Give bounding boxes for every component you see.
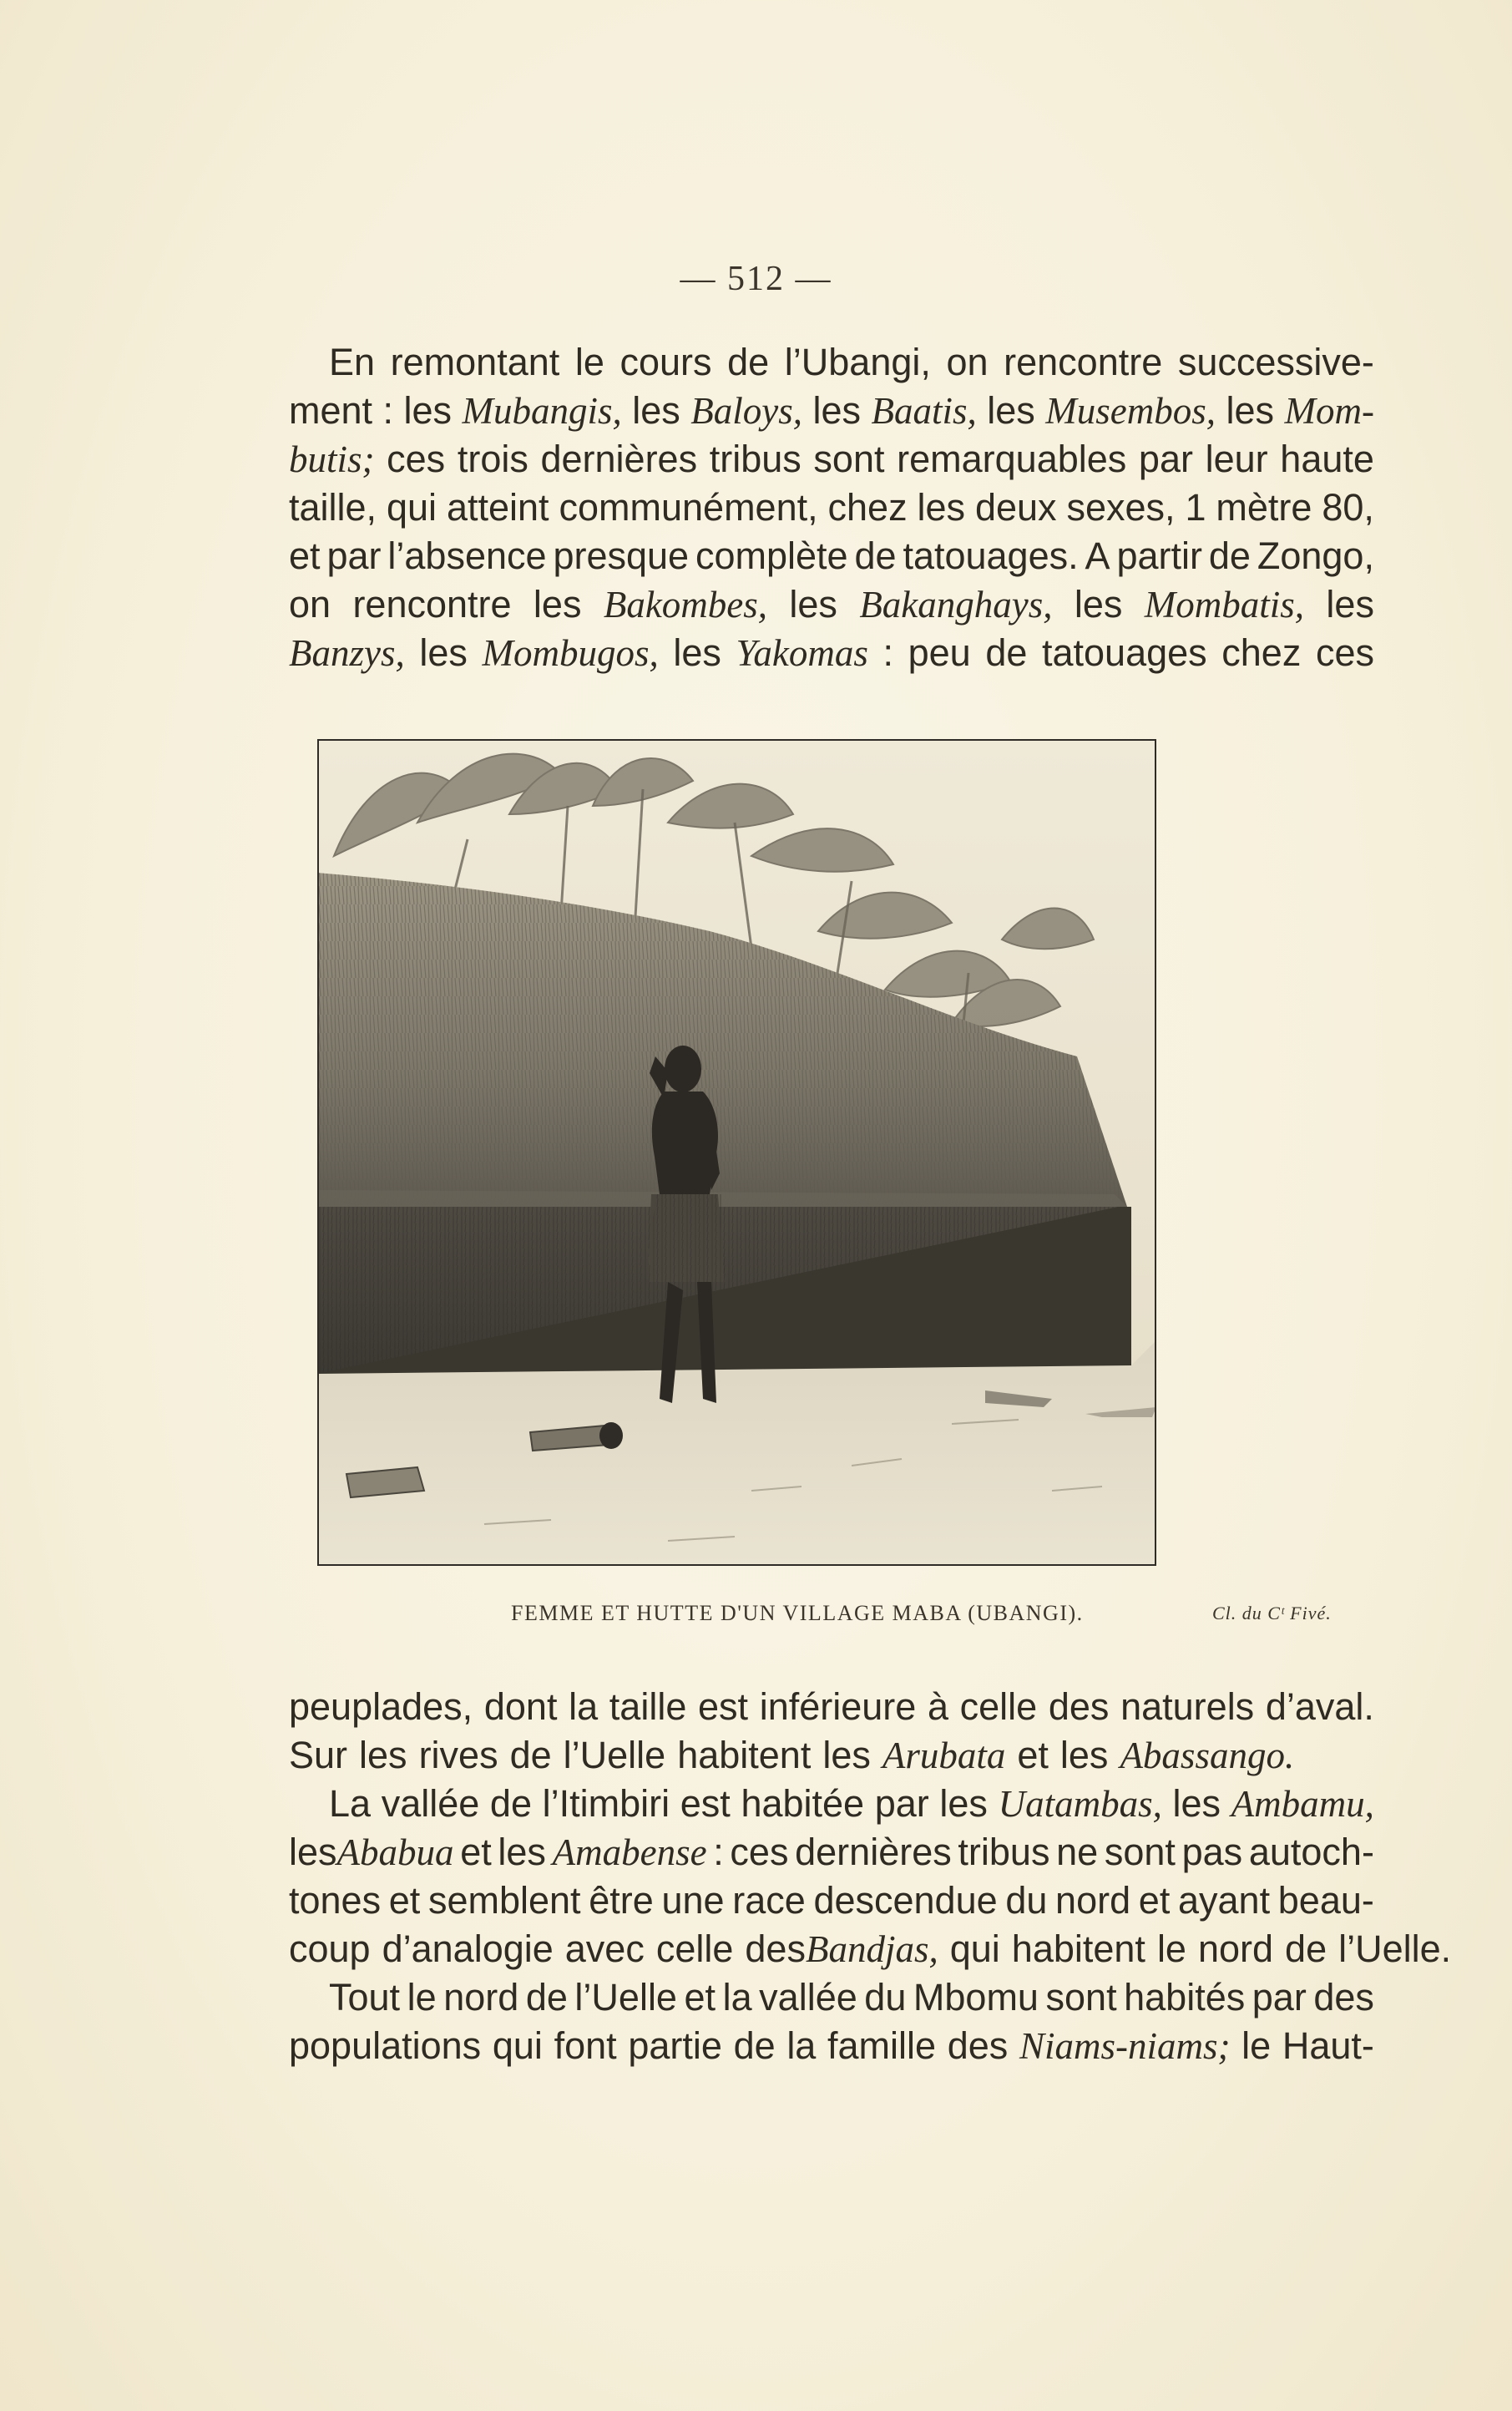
text-line: [289, 1780, 1374, 1828]
word: à: [927, 1685, 948, 1728]
word: Niams-niams;: [1019, 2025, 1231, 2067]
word: dont: [483, 1685, 558, 1728]
photo-credit: Cl. du Cᵗ Fivé.: [1212, 1603, 1332, 1623]
word: le: [574, 341, 604, 383]
word: les: [822, 1734, 871, 1776]
word: être: [589, 1879, 654, 1922]
text-line: [289, 387, 1374, 435]
word: taille,: [289, 486, 377, 529]
word: les: [1059, 1734, 1109, 1776]
word: dernières: [795, 1831, 952, 1873]
text-line: [289, 1683, 1374, 1731]
word: les: [1226, 389, 1275, 432]
word: et: [388, 1879, 421, 1922]
word: Baatis,: [871, 390, 977, 432]
word: ces: [730, 1831, 789, 1873]
word: Yakomas: [736, 632, 868, 674]
word: Zongo,: [1257, 534, 1374, 577]
word: Mbomu: [913, 1976, 1039, 2018]
word: les: [673, 631, 721, 674]
word: populations: [289, 2024, 482, 2067]
word: de: [525, 1976, 568, 2018]
word: rencontre: [1004, 341, 1163, 383]
word: ces: [1315, 631, 1374, 674]
word: les: [987, 389, 1035, 432]
text-line: [289, 629, 1374, 677]
word: vallée: [381, 1782, 480, 1825]
word: Amabense: [552, 1831, 707, 1873]
word: rives: [418, 1734, 498, 1776]
word: et: [289, 534, 321, 577]
word: descendue: [813, 1879, 998, 1922]
word: race: [732, 1879, 806, 1922]
word: Sur: [289, 1734, 348, 1776]
word: trois: [457, 438, 528, 480]
word: habitent: [677, 1734, 812, 1776]
word: l’Ubangi,: [784, 341, 931, 383]
word: de: [985, 631, 1028, 674]
page-number: — 512 —: [680, 260, 832, 298]
word: semblent: [427, 1879, 581, 1922]
word: celle: [959, 1685, 1038, 1728]
word: Mombatis,: [1144, 584, 1305, 626]
word: sont: [1045, 1976, 1117, 2018]
word: Haut-: [1282, 2024, 1374, 2067]
word: les: [789, 583, 837, 626]
text-line: [289, 484, 1374, 532]
word: vallée: [759, 1976, 857, 2018]
word: ne: [1056, 1831, 1099, 1873]
word: 1: [1185, 486, 1206, 529]
word: sexes,: [1066, 486, 1176, 529]
text-line: [289, 580, 1374, 629]
word: l’Uelle: [563, 1734, 666, 1776]
word: taille: [609, 1685, 687, 1728]
word: qui: [386, 486, 437, 529]
word: habitent: [1011, 1927, 1145, 1970]
word: on: [289, 583, 331, 626]
word: de: [1285, 1927, 1327, 1970]
word: l’absence: [387, 534, 547, 577]
word: deux: [974, 486, 1057, 529]
word: est: [680, 1782, 731, 1825]
word: et: [684, 1976, 716, 2018]
word: Bakombes,: [603, 584, 768, 626]
word: La: [329, 1782, 372, 1825]
word: par: [1252, 1976, 1307, 2018]
text-line: [289, 2022, 1374, 2070]
word: une: [661, 1879, 725, 1922]
word: tatouages: [1042, 631, 1207, 674]
word: tribus: [709, 438, 802, 480]
word: ment: [289, 389, 373, 432]
word: des: [1313, 1976, 1374, 2018]
word: Banzys,: [289, 632, 405, 674]
word: En: [329, 341, 376, 383]
word: dernières: [540, 438, 698, 480]
word: sont: [1104, 1831, 1176, 1873]
word: peuplades,: [289, 1685, 473, 1728]
word: ayant: [1178, 1879, 1271, 1922]
word: beau-: [1277, 1879, 1374, 1922]
word: Tout: [329, 1976, 401, 2018]
word: Uatambas,: [998, 1783, 1162, 1825]
word: Mubangis,: [462, 390, 622, 432]
word: coup: [289, 1927, 371, 1970]
photo-illustration: [317, 739, 1156, 1566]
word: des: [1048, 1685, 1110, 1728]
word: la: [569, 1685, 599, 1728]
word: leur: [1205, 438, 1268, 480]
word: des: [947, 2024, 1009, 2067]
word: le: [1156, 1927, 1186, 1970]
word: le: [407, 1976, 437, 2018]
word: ces: [387, 438, 446, 480]
word: habités: [1124, 1976, 1246, 2018]
word: font: [554, 2024, 617, 2067]
word: la: [722, 1976, 752, 2018]
word: tribus: [958, 1831, 1050, 1873]
word: Arubata: [882, 1735, 1006, 1776]
word: de: [1208, 534, 1251, 577]
word: naturels: [1120, 1685, 1255, 1728]
word: de: [733, 2024, 776, 2067]
word: nord: [443, 1976, 519, 2018]
word: autoch-: [1248, 1831, 1374, 1873]
word: celle: [655, 1927, 734, 1970]
word: de: [489, 1782, 532, 1825]
word: de: [509, 1734, 552, 1776]
word: complète: [695, 534, 848, 577]
word: l’Uelle.: [1338, 1927, 1452, 1970]
word: successive-: [1177, 341, 1374, 383]
word: :: [882, 631, 894, 674]
text-line: [289, 1973, 1374, 2022]
word: la: [786, 2024, 817, 2067]
word: Musembos,: [1045, 390, 1216, 432]
word: les: [1326, 583, 1374, 626]
photograph-hut-and-woman: [317, 739, 1156, 1566]
word: 80,: [1322, 486, 1374, 529]
word: et: [1017, 1734, 1049, 1776]
word: lesAbabua: [289, 1831, 454, 1873]
word: l’Uelle: [574, 1976, 677, 2018]
word: butis;: [289, 438, 375, 480]
word: qui: [949, 1927, 1000, 1970]
text-line: [289, 435, 1374, 484]
text-line: [289, 1877, 1374, 1925]
word: communément,: [559, 486, 818, 529]
text-line: [289, 1731, 1374, 1780]
word: Ambamu,: [1231, 1783, 1374, 1825]
word: presque: [553, 534, 690, 577]
word: les: [632, 389, 680, 432]
word: Baloys,: [690, 390, 803, 432]
word: et: [460, 1831, 492, 1873]
word: du: [1005, 1879, 1048, 1922]
word: les: [939, 1782, 988, 1825]
word: les: [812, 389, 862, 432]
paragraph-bottom: [289, 1683, 1452, 2070]
word: par: [1138, 438, 1193, 480]
word: rencontre: [352, 583, 512, 626]
figure-caption: [511, 1601, 1346, 1626]
word: les: [498, 1831, 546, 1873]
word: atteint: [446, 486, 549, 529]
word: est: [698, 1685, 749, 1728]
word: partie: [628, 2024, 722, 2067]
word: le: [1241, 2024, 1272, 2067]
word: les: [533, 583, 582, 626]
word: habitée: [741, 1782, 865, 1825]
caption-text: FEMME ET HUTTE D'UN VILLAGE MABA (UBANGI).: [511, 1601, 1084, 1625]
word: nord: [1055, 1879, 1131, 1922]
word: peu: [908, 631, 971, 674]
word: par: [874, 1782, 929, 1825]
word: inférieure: [759, 1685, 917, 1728]
word: :: [382, 389, 394, 432]
word: tatouages.: [903, 534, 1079, 577]
word: d’aval.: [1265, 1685, 1374, 1728]
word: l’Itimbiri: [542, 1782, 670, 1825]
word: sont: [813, 438, 885, 480]
word: tones: [289, 1879, 382, 1922]
word: mètre: [1216, 486, 1312, 529]
word: avec: [564, 1927, 645, 1970]
word: et: [1138, 1879, 1171, 1922]
word: les: [403, 389, 453, 432]
word: Mom-: [1284, 390, 1374, 432]
word: d’analogie: [382, 1927, 554, 1970]
word: Abassango.: [1120, 1735, 1295, 1776]
word: on: [946, 341, 989, 383]
word: remontant: [390, 341, 560, 383]
word: A: [1085, 534, 1110, 577]
word: Bakanghays,: [859, 584, 1053, 626]
text-line: [289, 532, 1374, 580]
text-line: [289, 1828, 1374, 1877]
word: les: [1074, 583, 1123, 626]
word: du: [864, 1976, 907, 2018]
word: Mombugos,: [482, 632, 659, 674]
word: chez: [1221, 631, 1302, 674]
word: :: [713, 1831, 724, 1873]
word: de: [727, 341, 770, 383]
word: remarquables: [897, 438, 1127, 480]
word: qui: [492, 2024, 543, 2067]
paragraph-top: [289, 338, 1374, 677]
word: nord: [1197, 1927, 1274, 1970]
word: cours: [619, 341, 712, 383]
word: les: [419, 631, 468, 674]
word: desBandjas,: [745, 1927, 938, 1970]
word: partir: [1116, 534, 1202, 577]
text-line: [289, 1925, 1452, 1973]
word: les: [359, 1734, 407, 1776]
word: famille: [827, 2024, 937, 2067]
word: haute: [1280, 438, 1374, 480]
text-line: [289, 338, 1374, 387]
word: par: [326, 534, 382, 577]
word: les: [917, 486, 966, 529]
word: pas: [1181, 1831, 1243, 1873]
word: les: [1172, 1782, 1221, 1825]
word: chez: [827, 486, 908, 529]
word: de: [854, 534, 897, 577]
